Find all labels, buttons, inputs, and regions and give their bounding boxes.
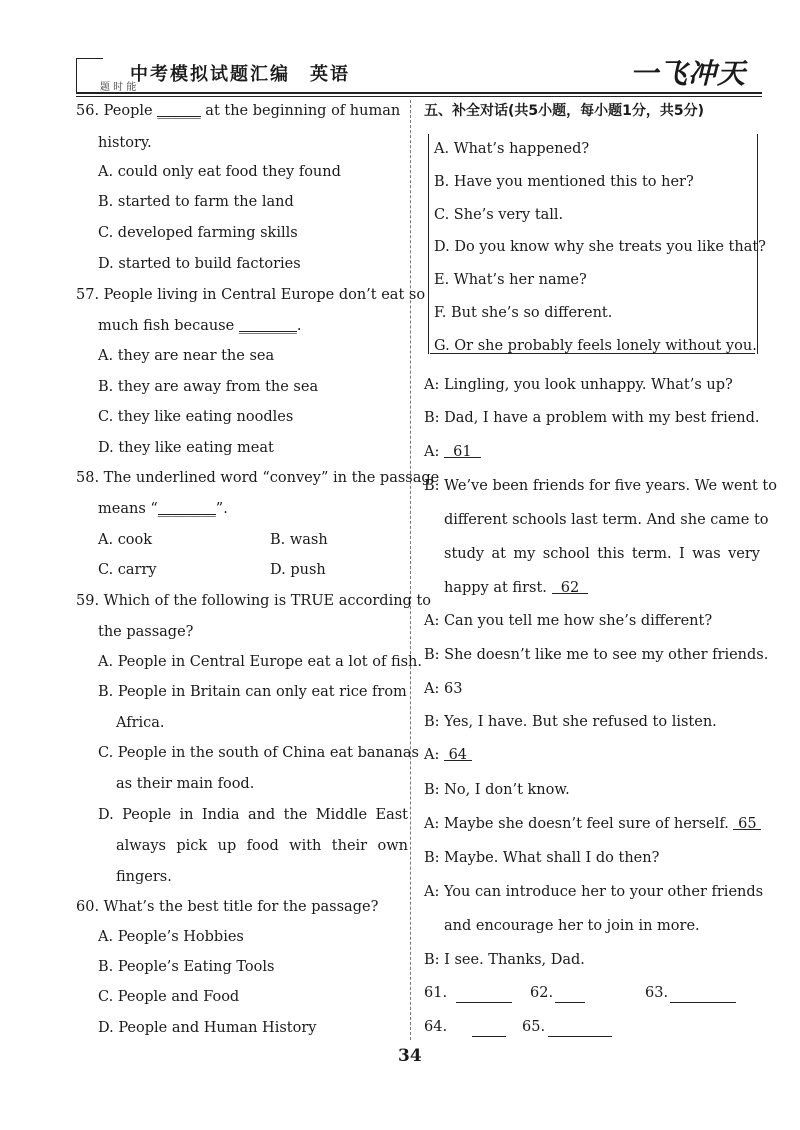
dialogue-line-text: B: I see. Thanks, Dad. bbox=[424, 952, 585, 968]
question-line-text: 59. Which of the following is TRUE according to bbox=[76, 593, 432, 609]
question-line bbox=[116, 868, 172, 886]
question-line-text: history. bbox=[98, 135, 152, 151]
dialogue-line-text: B: Maybe. What shall I do then? bbox=[424, 850, 660, 866]
option-item bbox=[434, 271, 587, 289]
dialogue-line bbox=[424, 646, 768, 664]
question-line bbox=[76, 592, 431, 610]
question-line-text: always pick up food with their own bbox=[116, 838, 408, 854]
dialogue-line-text: B: We’ve been friends for five years. We went to bbox=[424, 478, 777, 494]
answer-label: 63. bbox=[645, 985, 669, 1001]
answer-label: 61. bbox=[424, 985, 448, 1001]
question-line bbox=[116, 837, 408, 855]
question-line bbox=[98, 806, 408, 824]
dialogue-line bbox=[424, 443, 481, 461]
question-line bbox=[76, 469, 439, 487]
question-line-text: B. they are away from the sea bbox=[98, 379, 319, 395]
question-line bbox=[98, 317, 301, 335]
column-divider bbox=[410, 100, 411, 1040]
dialogue-line-text: B: Yes, I have. But she refused to listen. bbox=[424, 714, 717, 730]
question-line bbox=[270, 531, 328, 549]
question-line-text: D. People and Human History bbox=[98, 1020, 317, 1036]
question-line bbox=[98, 653, 422, 671]
question-line-text: B. wash bbox=[270, 532, 328, 548]
dialogue-line-text: B: Dad, I have a problem with my best friend. bbox=[424, 410, 760, 426]
question-line bbox=[98, 134, 152, 152]
answer-blank: ________ bbox=[238, 318, 297, 334]
header-rule-thin bbox=[76, 96, 762, 97]
question-line-text: 58. The underlined word “convey” in the passage bbox=[76, 470, 440, 486]
dialogue-line-text: A: Maybe she doesn’t feel sure of herself. bbox=[424, 816, 734, 832]
question-line bbox=[98, 1019, 316, 1037]
question-line bbox=[98, 744, 419, 762]
question-line bbox=[98, 500, 228, 518]
header-mark-text: 题 时 能 bbox=[100, 82, 137, 93]
question-line bbox=[76, 898, 378, 916]
option-item bbox=[434, 304, 612, 322]
question-line bbox=[76, 286, 425, 304]
answer-blank: 64 bbox=[443, 747, 472, 763]
option-item-text: E. What’s her name? bbox=[434, 272, 587, 288]
question-line-text: D. started to build factories bbox=[98, 256, 301, 272]
dialogue-line bbox=[444, 579, 588, 597]
dialogue-line bbox=[424, 781, 570, 799]
question-line bbox=[98, 347, 274, 365]
dialogue-line bbox=[424, 409, 760, 427]
question-line-text: D. push bbox=[270, 562, 326, 578]
question-line-text: Africa. bbox=[116, 715, 165, 731]
question-line-text: means “ bbox=[98, 501, 158, 517]
answer-blank: 65 bbox=[733, 816, 762, 832]
dialogue-line bbox=[424, 849, 659, 867]
answer-blank[interactable] bbox=[555, 1001, 585, 1003]
question-line bbox=[116, 775, 254, 793]
dialogue-line bbox=[424, 951, 585, 969]
header-mark bbox=[76, 58, 103, 94]
dialogue-line bbox=[424, 713, 717, 731]
question-line bbox=[98, 163, 341, 181]
question-line-text: B. People in Britain can only eat rice from bbox=[98, 684, 407, 700]
question-line-text: B. started to farm the land bbox=[98, 194, 294, 210]
dialogue-line bbox=[424, 680, 462, 698]
option-item bbox=[434, 140, 589, 158]
question-line-text: A. People’s Hobbies bbox=[98, 929, 244, 945]
question-line-text: much fish because bbox=[98, 318, 239, 334]
question-line-text: C. People and Food bbox=[98, 989, 240, 1005]
question-line-text: B. People’s Eating Tools bbox=[98, 959, 275, 975]
option-item-text: C. She’s very tall. bbox=[434, 207, 564, 223]
dialogue-line-text: A: bbox=[424, 747, 444, 763]
question-line-text: C. developed farming skills bbox=[98, 225, 298, 241]
answer-blank: ______ bbox=[157, 103, 201, 119]
question-line bbox=[98, 439, 274, 457]
page-number: 34 bbox=[398, 1046, 422, 1066]
answer-label: 64. bbox=[424, 1019, 448, 1035]
question-line bbox=[98, 561, 157, 579]
question-line bbox=[98, 531, 152, 549]
question-line-text: A. could only eat food they found bbox=[98, 164, 341, 180]
question-line-after: . bbox=[296, 318, 302, 334]
section-title: 五、补全对话(共5小题，每小题1分，共5分) bbox=[424, 103, 705, 119]
question-line bbox=[98, 255, 301, 273]
dialogue-line-text: B: She doesn’t like me to see my other friends. bbox=[424, 647, 769, 663]
option-item bbox=[434, 337, 757, 355]
question-line-after: ”. bbox=[215, 501, 228, 517]
header-title: 中考模拟试题汇编 英语 bbox=[130, 64, 350, 85]
dialogue-line bbox=[444, 545, 760, 563]
question-line-text: C. People in the south of China eat bananas bbox=[98, 745, 419, 761]
answer-blank[interactable] bbox=[472, 1035, 506, 1037]
question-line-text: A. People in Central Europe eat a lot of fish. bbox=[98, 654, 423, 670]
option-item-text: B. Have you mentioned this to her? bbox=[434, 174, 694, 190]
answer-blank: ________ bbox=[157, 501, 216, 517]
dialogue-line bbox=[424, 883, 763, 901]
question-line-after: at the beginning of human bbox=[200, 103, 401, 119]
question-line-text: 56. People bbox=[76, 103, 158, 119]
question-line-text: A. cook bbox=[98, 532, 153, 548]
question-line bbox=[98, 928, 244, 946]
answer-blank: 61 bbox=[443, 444, 481, 460]
question-line-text: 57. People living in Central Europe don’t eat so bbox=[76, 287, 426, 303]
question-line-text: as their main food. bbox=[116, 776, 255, 792]
header-rule bbox=[76, 92, 762, 94]
question-line bbox=[98, 683, 407, 701]
dialogue-line-text: different schools last term. And she came to bbox=[444, 512, 769, 528]
question-line bbox=[116, 714, 165, 732]
dialogue-line-text: study at my school this term. I was very bbox=[444, 546, 760, 562]
question-line bbox=[98, 958, 274, 976]
dialogue-line bbox=[424, 477, 777, 495]
option-item bbox=[434, 238, 766, 256]
question-line-text: D. they like eating meat bbox=[98, 440, 274, 456]
dialogue-line-text: A: 63 bbox=[424, 681, 463, 697]
question-line-text: fingers. bbox=[116, 869, 172, 885]
dialogue-line-text: happy at first. bbox=[444, 580, 552, 596]
header-logo: 一飞冲天 bbox=[630, 57, 747, 90]
question-line bbox=[98, 224, 298, 242]
dialogue-line-text: A: Can you tell me how she’s different? bbox=[424, 613, 713, 629]
dialogue-line-text: A: bbox=[424, 444, 444, 460]
dialogue-line-text: B: No, I don’t know. bbox=[424, 782, 570, 798]
question-line-text: 60. What’s the best title for the passage? bbox=[76, 899, 379, 915]
question-line-text: the passage? bbox=[98, 624, 194, 640]
dialogue-line-text: A: Lingling, you look unhappy. What’s up? bbox=[424, 377, 733, 393]
question-line-text: C. they like eating noodles bbox=[98, 409, 294, 425]
question-line bbox=[98, 988, 239, 1006]
dialogue-line bbox=[444, 511, 769, 529]
answer-label: 65. bbox=[522, 1019, 546, 1035]
question-line bbox=[270, 561, 326, 579]
question-line bbox=[76, 102, 400, 120]
option-item-text: D. Do you know why she treats you like that? bbox=[434, 239, 766, 255]
dialogue-line bbox=[424, 815, 761, 833]
question-line bbox=[98, 378, 318, 396]
option-item-text: F. But she’s so different. bbox=[434, 305, 613, 321]
question-line-text: D. People in India and the Middle East bbox=[98, 807, 408, 823]
dialogue-line-text: and encourage her to join in more. bbox=[444, 918, 700, 934]
dialogue-line bbox=[424, 376, 733, 394]
option-item bbox=[434, 173, 694, 191]
dialogue-line-text: A: You can introduce her to your other friends bbox=[424, 884, 764, 900]
option-item bbox=[434, 206, 563, 224]
question-line-text: A. they are near the sea bbox=[98, 348, 275, 364]
option-item-text: G. Or she probably feels lonely without you. bbox=[434, 338, 757, 354]
question-line bbox=[98, 408, 293, 426]
dialogue-line bbox=[424, 612, 712, 630]
option-item-text: A. What’s happened? bbox=[434, 141, 590, 157]
answer-blank[interactable] bbox=[456, 1001, 512, 1003]
dialogue-line bbox=[424, 746, 472, 764]
answer-label: 62. bbox=[530, 985, 554, 1001]
question-line-text: C. carry bbox=[98, 562, 157, 578]
question-line bbox=[98, 193, 294, 211]
answer-blank: 62 bbox=[551, 580, 589, 596]
answer-blank[interactable] bbox=[670, 1001, 736, 1003]
answer-blank[interactable] bbox=[548, 1035, 612, 1037]
question-line bbox=[98, 623, 193, 641]
dialogue-line bbox=[444, 917, 700, 935]
